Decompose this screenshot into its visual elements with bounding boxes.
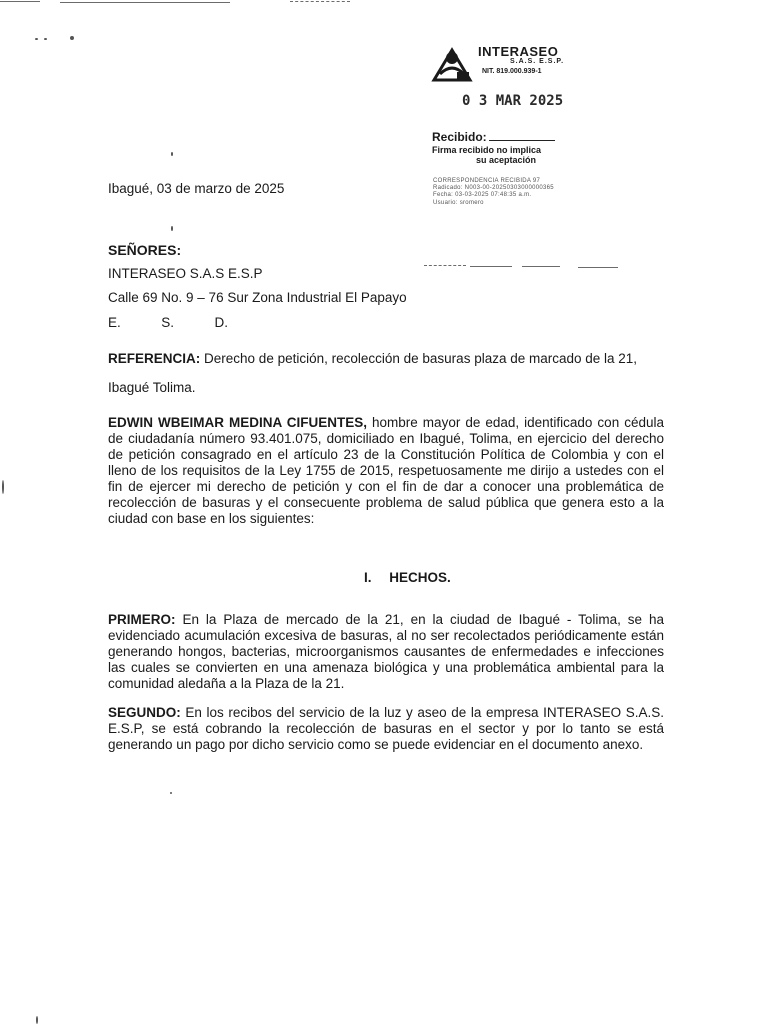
stamp-nit: NIT. 819.000.939-1 [482,68,542,75]
fact-second [108,705,664,753]
reference [108,351,664,367]
salutation: SEÑORES: [108,242,182,258]
stamp-company-name: INTERASEO [478,44,559,59]
address: Calle 69 No. 9 – 76 Sur Zona Industrial El Papayo [108,290,407,305]
reference-text: Derecho de petición, recolección de basuras plaza de marcado de la 21, [204,351,638,366]
received-note-2: su aceptación [476,155,537,165]
scan-top-edge-2 [60,2,230,3]
section-title: HECHOS. [389,570,451,585]
scan-margin-dash [424,265,466,266]
fact-first [108,612,664,692]
fact-second-text: En los recibos del servicio de la luz y aseo de la empresa INTERASEO S.A.S. E.S.P, se está cobrando la recolección de basuras en el sector y por lo tanto se está generando un pago por dicho servicio como se puede evidenciar en el documento anexo. [108,705,664,752]
scan-speck [171,226,173,231]
scan-speck [70,36,74,40]
scan-speck [35,38,38,40]
fact-first-label: PRIMERO: [108,612,176,627]
scan-speck [36,1016,38,1024]
interaseo-logo-icon [430,44,474,84]
scan-speck [170,792,172,794]
stamp-company-type: S.A.S. E.S.P. [510,58,565,65]
intro-paragraph [108,415,664,527]
radicado-line: CORRESPONDENCIA RECIBIDA 97 [433,178,541,184]
reference-label: REFERENCIA: [108,351,201,366]
fact-second-label: SEGUNDO: [108,705,181,720]
scan-speck [171,152,173,156]
stamp-date: 0 3 MAR 2025 [462,93,564,109]
radicado-stamp [433,178,554,207]
intro-text: hombre mayor de edad, identificado con cédula de ciudadanía número 93.401.075, domiciliado en Ibagué, Tolima, en ejercicio del derecho de petición consagrado en el artículo 23 de la Constitución Política de Colombia y con el lleno de los requisitos de la Ley 1755 de 2015, respetuosamente me dirijo a ustedes con el fin de ejercer mi derecho de petición y con el fin de dar a conocer una problemática de recolección de basuras y el consecuente problema de salud pública que genera esto a la ciudad con base en los siguientes: [108,415,664,526]
petitioner-name: EDWIN WBEIMAR MEDINA CIFUENTES, [108,415,368,430]
place-date: Ibagué, 03 de marzo de 2025 [108,181,285,196]
fact-first-text: En la Plaza de mercado de la 21, en la ciudad de Ibagué - Tolima, se ha evidenciado acumulación excesiva de basuras, al no ser recolectados periódicamente están generando hongos, bacterias, microorganismos causantes de enfermedades e infecciones las cuales se convierten en una amenaza biológica y una problemática ambiental para la comunidad aledaña a la Plaza de la 21. [108,612,664,691]
received-signature-block [432,130,555,165]
radicado-line: Fecha: 03-03-2025 07:48:35 a.m. [433,192,532,199]
section-heading [364,570,451,585]
received-label: Recibido: [432,130,487,144]
radicado-line: Radicado: N003-00-20250303000000365 [433,185,554,192]
scan-margin-dash-3 [522,266,560,267]
scan-top-edge-3 [290,1,350,2]
scan-margin-dash-2 [470,266,512,267]
reference-continued: Ibagué Tolima. [108,380,196,395]
esd-s: S. [161,315,175,330]
section-number: I. [364,570,372,585]
received-note: Firma recibido no implica [432,145,542,155]
signature-line [489,140,555,141]
addressee: INTERASEO S.A.S E.S.P [108,266,263,281]
radicado-line: Usuario: sromero [433,199,484,206]
scan-margin-dash-4 [578,267,618,268]
esd-e: E. [108,315,121,330]
esd-line [108,315,228,331]
scan-speck [2,480,4,494]
scan-speck [44,38,47,40]
scan-top-edge [0,1,40,2]
esd-d: D. [214,315,228,330]
